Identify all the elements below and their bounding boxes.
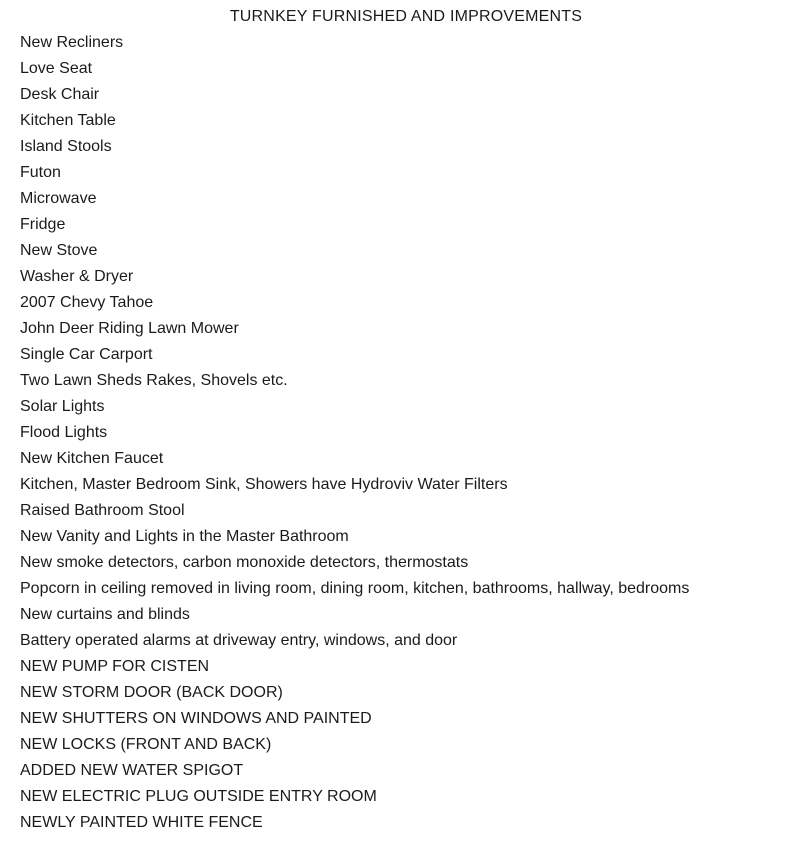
document-title: TURNKEY FURNISHED AND IMPROVEMENTS	[229, 8, 583, 25]
list-item: NEW ELECTRIC PLUG OUTSIDE ENTRY ROOM	[20, 788, 377, 805]
list-item: Solar Lights	[20, 398, 105, 415]
list-item: NEW SHUTTERS ON WINDOWS AND PAINTED	[20, 710, 372, 727]
list-item: NEW STORM DOOR (BACK DOOR)	[20, 684, 283, 701]
list-item: NEW LOCKS (FRONT AND BACK)	[20, 736, 272, 753]
list-item: New Vanity and Lights in the Master Bathroom	[20, 528, 349, 545]
list-item: Island Stools	[20, 138, 112, 155]
list-item: Kitchen Table	[20, 112, 116, 129]
list-item: 2007 Chevy Tahoe	[20, 294, 154, 311]
list-item: Popcorn in ceiling removed in living room, dining room, kitchen, bathrooms, hallway, bedrooms	[20, 580, 690, 597]
list-item: John Deer Riding Lawn Mower	[20, 320, 239, 337]
list-item: New Recliners	[20, 34, 124, 51]
list-item: New smoke detectors, carbon monoxide detectors, thermostats	[20, 554, 469, 571]
list-item: Microwave	[20, 190, 97, 207]
list-item: ADDED NEW WATER SPIGOT	[20, 762, 244, 779]
list-item: Love Seat	[20, 60, 93, 77]
list-item: New Stove	[20, 242, 98, 259]
list-item: Single Car Carport	[20, 346, 153, 363]
list-item: Desk Chair	[20, 86, 100, 103]
list-item: NEWLY PAINTED WHITE FENCE	[20, 814, 263, 831]
list-item: New curtains and blinds	[20, 606, 190, 623]
list-item: Two Lawn Sheds Rakes, Shovels etc.	[20, 372, 288, 389]
list-item: NEW PUMP FOR CISTEN	[20, 658, 210, 675]
list-item: Futon	[20, 164, 61, 181]
list-item: Battery operated alarms at driveway entry, windows, and door	[20, 632, 458, 649]
list-item: Kitchen, Master Bedroom Sink, Showers have Hydroviv Water Filters	[20, 476, 508, 493]
list-item: New Kitchen Faucet	[20, 450, 164, 467]
list-item: Fridge	[20, 216, 66, 233]
list-item: Raised Bathroom Stool	[20, 502, 185, 519]
item-list	[0, 28, 715, 836]
list-item: Flood Lights	[20, 424, 108, 441]
list-item: Washer & Dryer	[20, 268, 134, 285]
